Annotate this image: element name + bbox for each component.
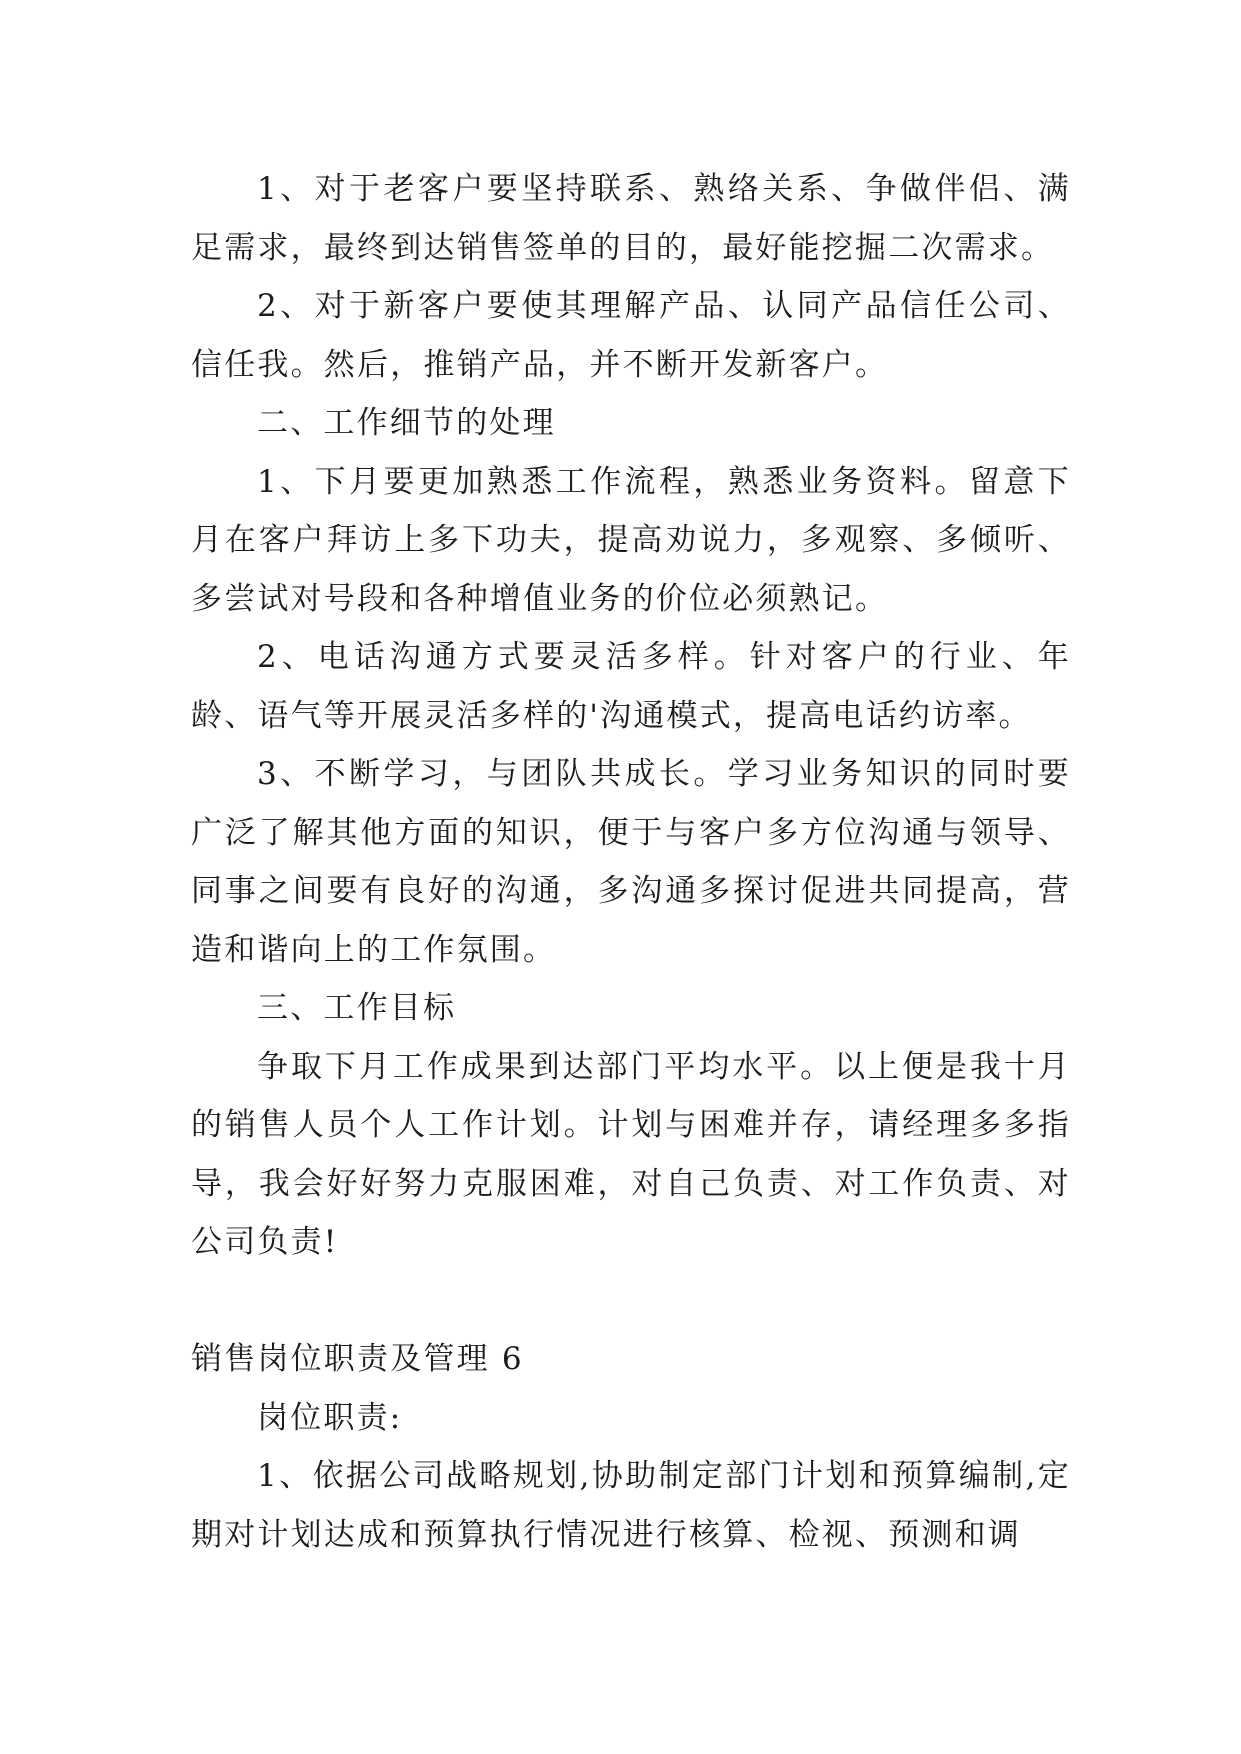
paragraph-work-process: 1、下月要更加熟悉工作流程，熟悉业务资料。留意下月在客户拜访上多下功夫，提高劝说力，多观察、多倾听、多尝试对号段和各种增值业务的价位必须熟记。 [191, 463, 1071, 617]
paragraph-goal-statement: 争取下月工作成果到达部门平均水平。以上便是我十月的销售人员个人工作计划。计划与困难并存，请经理多多指导，我会好好努力克服困难，对自己负责、对工作负责、对公司负责! [191, 1048, 1071, 1260]
heading-work-details: 二、工作细节的处理 [257, 405, 556, 441]
paragraph-responsibility-1: 1、依据公司战略规划,协助制定部门计划和预算编制,定期对计划达成和预算执行情况进行核算、检视、预测和调 [191, 1458, 1071, 1553]
paragraph-old-customers: 1、对于老客户要坚持联系、熟络关系、争做伴侣、满足需求，最终到达销售签单的目的，最好能挖掘二次需求。 [191, 171, 1071, 266]
paragraph-new-customers: 2、对于新客户要使其理解产品、认同产品信任公司、信任我。然后，推销产品，并不断开发新客户。 [191, 288, 1071, 383]
section-heading: 销售岗位职责及管理 6 [191, 1341, 524, 1377]
heading-work-goals: 三、工作目标 [257, 990, 457, 1026]
document-body [191, 160, 1071, 1564]
paragraph-phone-communication: 2、电话沟通方式要灵活多样。针对客户的行业、年龄、语气等开展灵活多样的'沟通模式，提高电话约访率。 [191, 639, 1071, 734]
paragraph-responsibilities-label: 岗位职责: [257, 1399, 403, 1436]
paragraph-continuous-learning: 3、不断学习，与团队共成长。学习业务知识的同时要广泛了解其他方面的知识，便于与客户多方位沟通与领导、同事之间要有良好的沟通，多沟通多探讨促进共同提高，营造和谐向上的工作氛围。 [191, 756, 1071, 968]
